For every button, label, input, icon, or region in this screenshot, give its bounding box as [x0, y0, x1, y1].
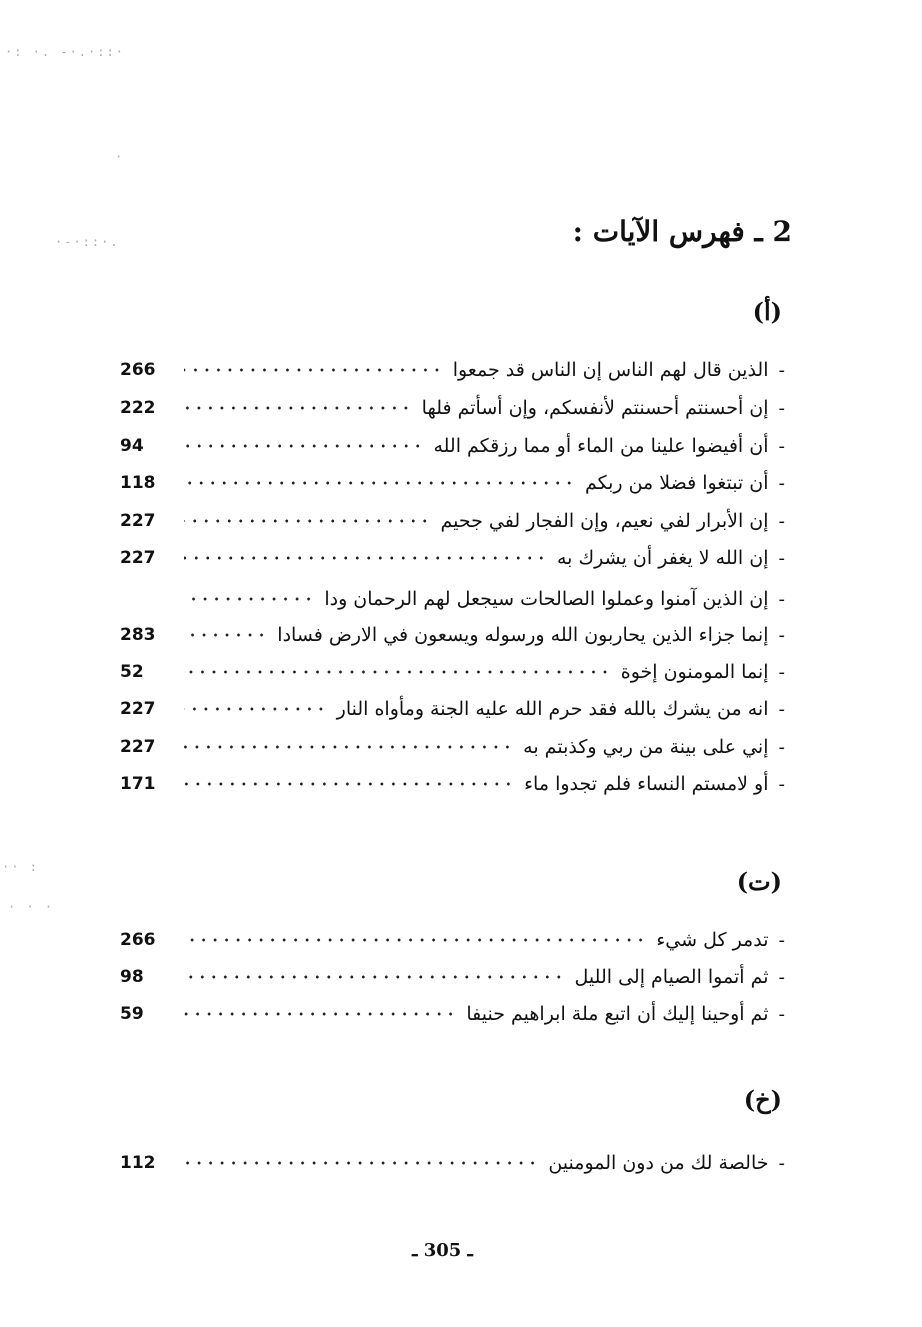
dot-leader [184, 1010, 456, 1018]
entry-text: إن أحسنتم أحسنتم لأنفسكم، وإن أسأتم فلها [421, 397, 769, 419]
entry-dash: - [778, 588, 785, 610]
entry-text: خالصة لك من دون المومنين [548, 1152, 769, 1174]
index-entry [120, 732, 785, 762]
dot-leader [184, 404, 412, 412]
scan-noise: · [115, 150, 125, 164]
index-entry [120, 1148, 785, 1178]
scan-noise: · · · [8, 900, 55, 914]
dot-leader [184, 973, 565, 981]
entry-dash: - [778, 359, 785, 381]
scan-noise: ·· : [2, 860, 39, 874]
dot-leader [184, 366, 443, 374]
entry-text: أن أفيضوا علينا من الماء أو مما رزقكم الله [433, 435, 769, 457]
entry-text: إني على بينة من ربي وكذبتم به [523, 736, 769, 758]
entry-dash: - [778, 1003, 785, 1025]
entry-text: إن الله لا يغفر أن يشرك به [557, 547, 769, 569]
entry-dash: - [778, 773, 785, 795]
index-entry [120, 925, 785, 955]
entry-page: 283 [120, 625, 156, 645]
entry-dash: - [778, 397, 785, 419]
dot-leader [184, 743, 513, 751]
entry-page: 94 [120, 436, 144, 456]
index-heading: 2 ـ فهرس الآيات : [572, 215, 792, 248]
entry-dash: - [778, 929, 785, 951]
dot-leader [184, 479, 575, 487]
entry-text: إنما المومنون إخوة [620, 661, 769, 683]
index-entry [120, 769, 785, 799]
dot-leader [184, 631, 267, 639]
page-number: ـ 305 ـ [412, 1240, 473, 1261]
entry-page: 227 [120, 699, 156, 719]
index-entry [120, 543, 785, 573]
dot-leader [184, 668, 611, 676]
entry-page: 222 [120, 398, 156, 418]
dot-leader [184, 517, 431, 525]
entry-dash: - [778, 661, 785, 683]
dot-leader [184, 595, 314, 603]
entry-text: الذين قال لهم الناس إن الناس قد جمعوا [452, 359, 769, 381]
entry-page: 98 [120, 967, 144, 987]
entry-dash: - [778, 698, 785, 720]
entry-text: إن الأبرار لفي نعيم، وإن الفجار لفي جحيم [440, 510, 769, 532]
dot-leader [184, 936, 646, 944]
dot-leader [184, 554, 547, 562]
entry-page: 266 [120, 360, 156, 380]
scan-noise: ·: ·. -·.·::· [5, 45, 125, 59]
index-entry [120, 468, 785, 498]
index-entry [120, 962, 785, 992]
index-entry [120, 506, 785, 536]
index-entry [120, 657, 785, 687]
entry-text: إن الذين آمنوا وعملوا الصالحات سيجعل لهم الرحمان ودا [324, 588, 769, 610]
entry-page: 227 [120, 511, 156, 531]
entry-dash: - [778, 510, 785, 532]
entry-text: أو لامستم النساء فلم تجدوا ماء [524, 773, 769, 795]
index-entry [120, 431, 785, 461]
entry-text: أن تبتغوا فضلا من ربكم [584, 472, 769, 494]
entry-page: 171 [120, 774, 156, 794]
entry-dash: - [778, 1152, 785, 1174]
entry-page: 118 [120, 473, 156, 493]
index-entry [120, 584, 785, 614]
entry-text: ثم أتموا الصيام إلى الليل [574, 966, 769, 988]
section-letter: (ت) [736, 867, 782, 896]
index-entry [120, 620, 785, 650]
entry-text: تدمر كل شيء [656, 929, 769, 951]
entry-page: 266 [120, 930, 156, 950]
entry-dash: - [778, 547, 785, 569]
section-letter: (أ) [752, 297, 782, 326]
index-entry [120, 694, 785, 724]
entry-page: 112 [120, 1153, 156, 1173]
dot-leader [184, 1159, 538, 1167]
entry-text: ثم أوحينا إليك أن اتبع ملة ابراهيم حنيفا [466, 1003, 769, 1025]
scan-noise: ·-·::·. [55, 235, 120, 249]
entry-page: 227 [120, 548, 156, 568]
entry-dash: - [778, 736, 785, 758]
entry-dash: - [778, 435, 785, 457]
entry-page: 59 [120, 1004, 144, 1024]
dot-leader [184, 705, 327, 713]
entry-dash: - [778, 624, 785, 646]
entry-page: 227 [120, 737, 156, 757]
dot-leader [184, 780, 514, 788]
section-letter: (خ) [743, 1085, 782, 1114]
entry-dash: - [778, 966, 785, 988]
entry-text: انه من يشرك بالله فقد حرم الله عليه الجنة ومأواه النار [336, 698, 769, 720]
index-entry [120, 999, 785, 1029]
entry-page: 52 [120, 662, 144, 682]
index-entry [120, 393, 785, 423]
dot-leader [184, 442, 423, 450]
entry-text: إنما جزاء الذين يحاربون الله ورسوله ويسعون في الارض فسادا [277, 624, 769, 646]
index-entry [120, 355, 785, 385]
entry-dash: - [778, 472, 785, 494]
